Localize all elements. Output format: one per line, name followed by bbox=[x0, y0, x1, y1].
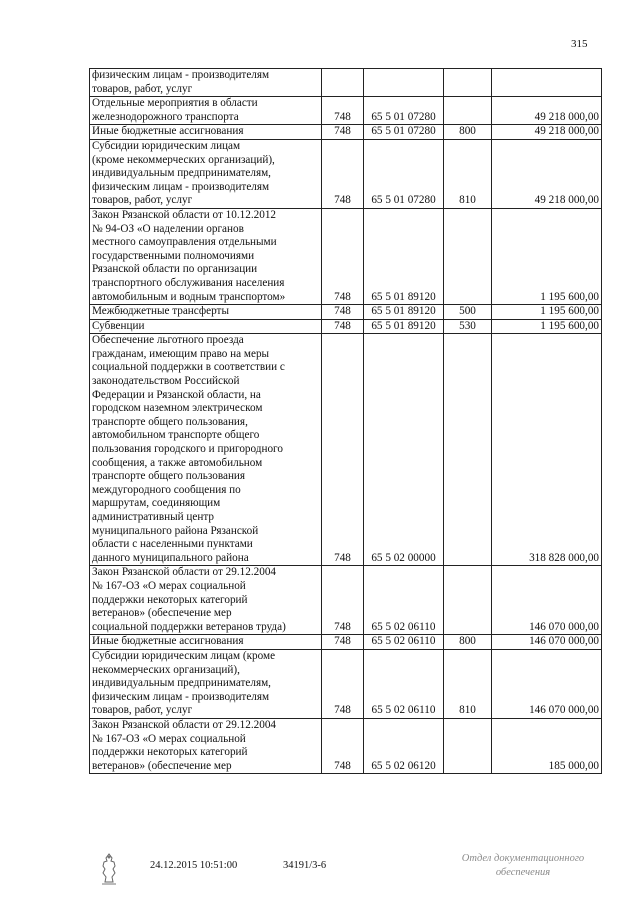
row-name-line: автомобильным и водным транспортом» bbox=[92, 290, 286, 303]
table-row bbox=[90, 718, 602, 773]
row-csr: 65 5 02 06120 bbox=[364, 718, 444, 773]
row-name-line: Иные бюджетные ассигнования bbox=[92, 125, 244, 138]
row-sum: 49 218 000,00 bbox=[492, 139, 602, 208]
row-name-line: поддержки некоторых категорий bbox=[92, 593, 248, 606]
row-sum: 318 828 000,00 bbox=[492, 334, 602, 566]
footer-stamp bbox=[448, 852, 598, 880]
row-name-line: Федерации и Рязанской области, на bbox=[92, 388, 261, 401]
row-name-line: транспортного обслуживания населения bbox=[92, 276, 285, 289]
row-name bbox=[90, 718, 322, 773]
row-sum: 1 195 600,00 bbox=[492, 208, 602, 304]
row-name bbox=[90, 208, 322, 304]
row-name bbox=[90, 319, 322, 334]
row-ved: 748 bbox=[322, 139, 364, 208]
row-name bbox=[90, 566, 322, 635]
row-name-line: городском наземном электрическом bbox=[92, 402, 263, 415]
row-name-line: товаров, работ, услуг bbox=[92, 82, 193, 95]
row-ved: 748 bbox=[322, 97, 364, 125]
row-vr: 810 bbox=[444, 139, 492, 208]
row-sum: 185 000,00 bbox=[492, 718, 602, 773]
page-number: 315 bbox=[571, 38, 588, 50]
row-csr: 65 5 02 06110 bbox=[364, 566, 444, 635]
row-name-line: некоммерческих организаций), bbox=[92, 663, 240, 676]
row-ved: 748 bbox=[322, 649, 364, 718]
row-csr: 65 5 01 89120 bbox=[364, 319, 444, 334]
row-ved bbox=[322, 69, 364, 97]
footer-doc-number: 34191/3-6 bbox=[283, 860, 327, 871]
row-name-line: железнодорожного транспорта bbox=[92, 110, 239, 123]
row-name-line: Межбюджетные трансферты bbox=[92, 305, 229, 318]
row-ved: 748 bbox=[322, 334, 364, 566]
row-ved: 748 bbox=[322, 305, 364, 320]
row-name-line: товаров, работ, услуг bbox=[92, 194, 193, 207]
table-row bbox=[90, 97, 602, 125]
row-name-line: ветеранов» (обеспечение мер bbox=[92, 759, 232, 772]
table-row bbox=[90, 334, 602, 566]
row-name-line: ветеранов» (обеспечение мер bbox=[92, 607, 232, 620]
row-name-line: гражданам, имеющим право на меры bbox=[92, 347, 270, 360]
row-vr bbox=[444, 69, 492, 97]
row-name-line: товаров, работ, услуг bbox=[92, 704, 193, 717]
coat-of-arms-icon bbox=[98, 852, 120, 886]
footer-stamp-line: Отдел документационного bbox=[461, 853, 585, 864]
row-csr: 65 5 01 89120 bbox=[364, 208, 444, 304]
row-name-line: № 167-ОЗ «О мерах социальной bbox=[92, 579, 246, 592]
table-row bbox=[90, 69, 602, 97]
row-name-line: Закон Рязанской области от 29.12.2004 bbox=[92, 566, 277, 579]
row-vr bbox=[444, 334, 492, 566]
row-name bbox=[90, 635, 322, 650]
row-name-line: физическим лицам - производителям bbox=[92, 180, 270, 193]
row-name-line: законодательством Российской bbox=[92, 375, 240, 388]
row-vr: 800 bbox=[444, 635, 492, 650]
row-name-line: социальной поддержки в соответствии с bbox=[92, 361, 285, 374]
row-name bbox=[90, 97, 322, 125]
row-name-line: Субвенции bbox=[92, 319, 145, 332]
row-name bbox=[90, 305, 322, 320]
row-csr: 65 5 02 00000 bbox=[364, 334, 444, 566]
table-row bbox=[90, 319, 602, 334]
budget-table bbox=[89, 68, 602, 774]
row-name-line: физическим лицам - производителям bbox=[92, 69, 270, 81]
row-ved: 748 bbox=[322, 319, 364, 334]
row-sum: 146 070 000,00 bbox=[492, 566, 602, 635]
row-name-line: социальной поддержки ветеранов труда) bbox=[92, 620, 286, 633]
row-name-line: Субсидии юридическим лицам bbox=[92, 139, 241, 152]
row-vr bbox=[444, 208, 492, 304]
budget-table-body bbox=[90, 69, 602, 774]
row-ved: 748 bbox=[322, 125, 364, 140]
row-name bbox=[90, 139, 322, 208]
row-vr: 810 bbox=[444, 649, 492, 718]
row-name-line: междугородного сообщения по bbox=[92, 483, 241, 496]
row-name bbox=[90, 125, 322, 140]
row-name-line: Рязанской области по организации bbox=[92, 263, 258, 276]
row-vr: 500 bbox=[444, 305, 492, 320]
row-name-line: области с населенными пунктами bbox=[92, 538, 253, 551]
row-csr: 65 5 01 07280 bbox=[364, 97, 444, 125]
table-row bbox=[90, 208, 602, 304]
table-row bbox=[90, 635, 602, 650]
row-vr bbox=[444, 718, 492, 773]
row-name-line: Обеспечение льготного проезда bbox=[92, 334, 244, 347]
row-name-line: Субсидии юридическим лицам (кроме bbox=[92, 649, 276, 662]
row-csr: 65 5 02 06110 bbox=[364, 649, 444, 718]
row-vr: 800 bbox=[444, 125, 492, 140]
row-name-line: пользования городского и пригородного bbox=[92, 443, 283, 456]
row-ved: 748 bbox=[322, 208, 364, 304]
row-csr: 65 5 02 06110 bbox=[364, 635, 444, 650]
row-name-line: индивидуальным предпринимателям, bbox=[92, 677, 271, 690]
row-name-line: муниципального района Рязанской bbox=[92, 524, 259, 537]
table-row bbox=[90, 139, 602, 208]
row-name-line: автомобильном транспорте общего bbox=[92, 429, 260, 442]
table-row bbox=[90, 305, 602, 320]
row-csr bbox=[364, 69, 444, 97]
row-name-line: данного муниципального района bbox=[92, 551, 249, 564]
row-ved: 748 bbox=[322, 635, 364, 650]
row-ved: 748 bbox=[322, 566, 364, 635]
row-name-line: (кроме некоммерческих организаций), bbox=[92, 153, 275, 166]
row-name-line: № 167-ОЗ «О мерах социальной bbox=[92, 732, 246, 745]
row-name-line: административный центр bbox=[92, 511, 214, 523]
row-sum: 146 070 000,00 bbox=[492, 635, 602, 650]
row-name bbox=[90, 649, 322, 718]
row-name-line: маршрутам, соединяющим bbox=[92, 497, 221, 510]
row-name-line: государственными полномочиями bbox=[92, 249, 255, 262]
row-csr: 65 5 01 07280 bbox=[364, 139, 444, 208]
row-name bbox=[90, 334, 322, 566]
row-name-line: Иные бюджетные ассигнования bbox=[92, 635, 244, 648]
row-name-line: поддержки некоторых категорий bbox=[92, 746, 248, 759]
footer-stamp-line: обеспечения bbox=[495, 867, 551, 878]
row-name-line: Закон Рязанской области от 10.12.2012 bbox=[92, 208, 277, 221]
row-name-line: Отдельные мероприятия в области bbox=[92, 97, 258, 110]
row-name-line: физическим лицам - производителям bbox=[92, 690, 270, 703]
row-sum: 49 218 000,00 bbox=[492, 125, 602, 140]
row-vr bbox=[444, 97, 492, 125]
row-name-line: № 94-ОЗ «О наделении органов bbox=[92, 222, 244, 235]
row-csr: 65 5 01 07280 bbox=[364, 125, 444, 140]
row-vr: 530 bbox=[444, 319, 492, 334]
table-row bbox=[90, 649, 602, 718]
row-name-line: местного самоуправления отдельными bbox=[92, 236, 277, 249]
row-sum: 1 195 600,00 bbox=[492, 305, 602, 320]
row-name-line: транспорте общего пользования bbox=[92, 470, 246, 483]
row-ved: 748 bbox=[322, 718, 364, 773]
row-name-line: транспорте общего пользования, bbox=[92, 415, 248, 428]
row-name bbox=[90, 69, 322, 97]
row-sum: 1 195 600,00 bbox=[492, 319, 602, 334]
row-name-line: сообщения, а также автомобильном bbox=[92, 456, 263, 469]
footer-datetime: 24.12.2015 10:51:00 bbox=[150, 860, 238, 871]
row-sum: 49 218 000,00 bbox=[492, 97, 602, 125]
row-name-line: Закон Рязанской области от 29.12.2004 bbox=[92, 718, 277, 731]
row-csr: 65 5 01 89120 bbox=[364, 305, 444, 320]
table-row bbox=[90, 566, 602, 635]
row-sum bbox=[492, 69, 602, 97]
row-sum: 146 070 000,00 bbox=[492, 649, 602, 718]
table-row bbox=[90, 125, 602, 140]
row-vr bbox=[444, 566, 492, 635]
row-name-line: индивидуальным предпринимателям, bbox=[92, 167, 271, 180]
